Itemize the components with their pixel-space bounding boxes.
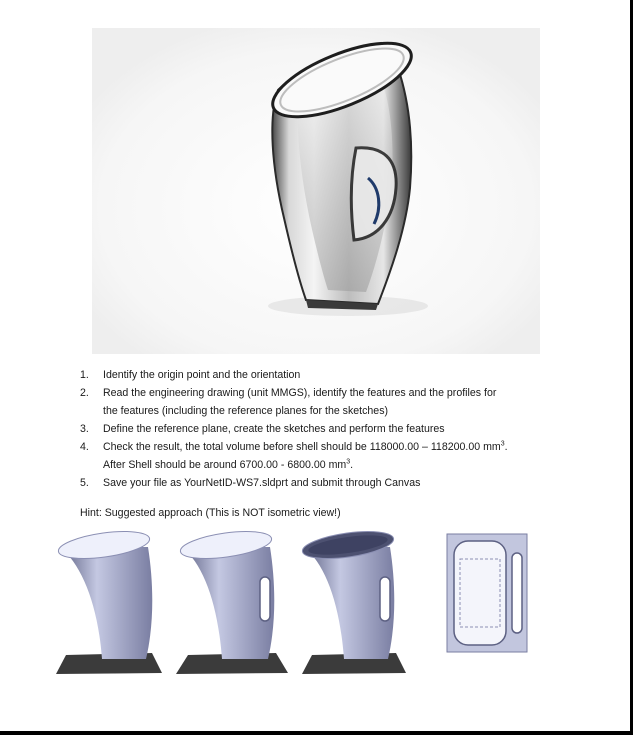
- approach-step-2-image: [172, 525, 292, 675]
- step-text: Read the engineering drawing (unit MMGS), identify the features and the profiles for: [103, 387, 497, 399]
- list-item: [80, 366, 600, 384]
- step-number: 4.: [80, 441, 89, 453]
- frame-border-bottom: [0, 731, 633, 735]
- list-item: [80, 474, 600, 492]
- approach-section-view-image: [446, 533, 528, 653]
- step-text-end: .: [350, 459, 354, 471]
- glass-vase-render: [92, 28, 540, 354]
- step-number: 5.: [80, 477, 89, 489]
- step-text: Check the result, the total volume before shell should be 118000.00 – 118200.00 mm: [103, 441, 501, 453]
- superscript: 3: [500, 440, 505, 448]
- approach-step-1-image: [52, 525, 167, 675]
- instruction-list: [80, 366, 600, 492]
- list-item: [80, 384, 600, 420]
- list-item: [80, 438, 600, 474]
- step-text-end: .: [504, 441, 508, 453]
- approach-step-3-image: [298, 525, 410, 675]
- hint-text: Hint: Suggested approach (This is NOT isometric view!): [80, 507, 341, 519]
- step-text-continued: After Shell should be around 6700.00 - 6800.00 mm: [103, 459, 347, 471]
- step-text: Define the reference plane, create the sketches and perform the features: [103, 423, 445, 435]
- step-number: 3.: [80, 423, 89, 435]
- list-item: [80, 420, 600, 438]
- step-text: Identify the origin point and the orientation: [103, 369, 301, 381]
- step-text-continued: the features (including the reference planes for the sketches): [103, 405, 389, 417]
- step-text: Save your file as YourNetID-WS7.sldprt and submit through Canvas: [103, 477, 421, 489]
- step-number: 1.: [80, 369, 89, 381]
- step-number: 2.: [80, 387, 89, 399]
- superscript: 3: [346, 458, 351, 466]
